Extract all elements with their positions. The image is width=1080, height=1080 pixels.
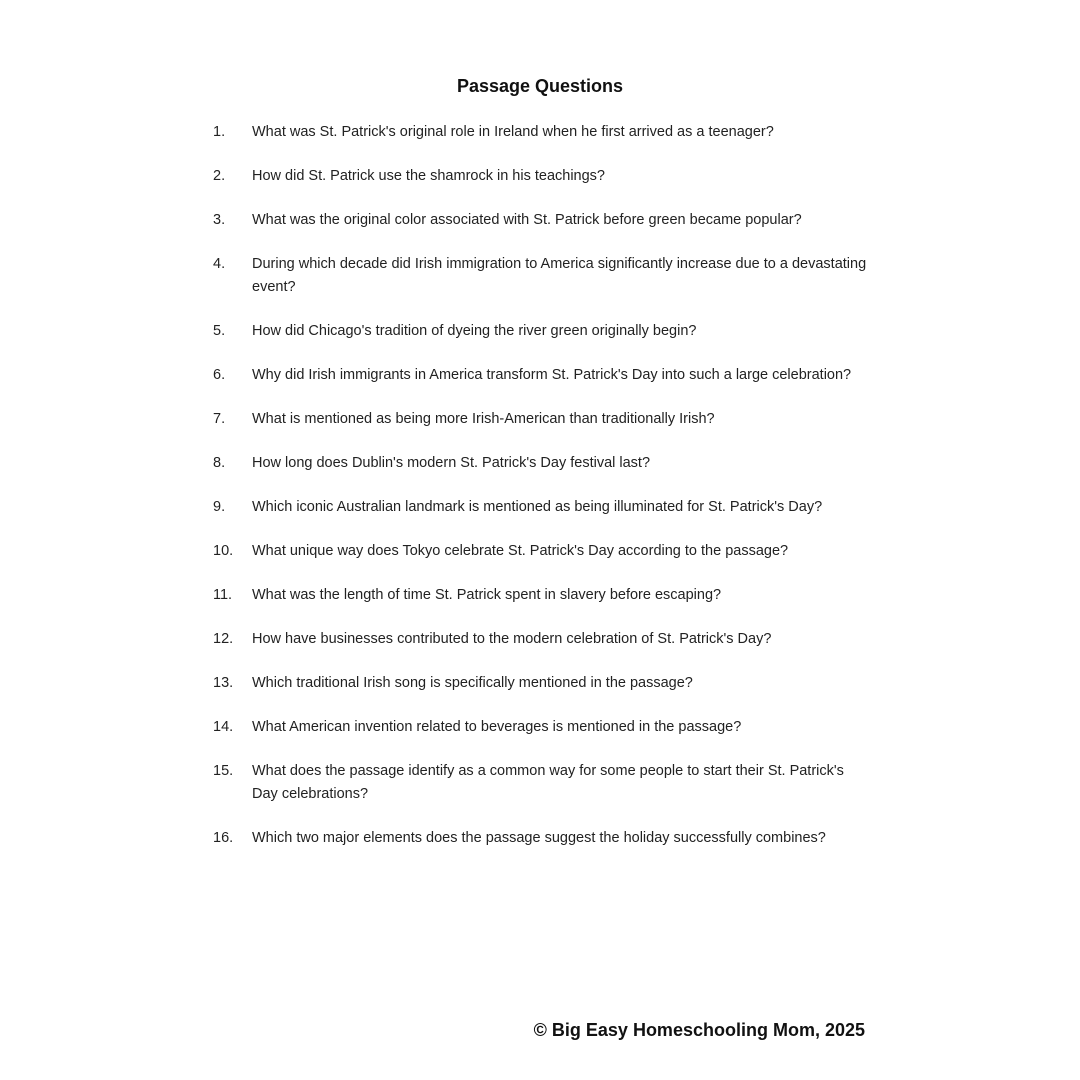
question-number: 1. — [213, 124, 226, 140]
question-number: 16. — [213, 830, 234, 846]
question-text: How long does Dublin's modern St. Patrick's Day festival last? — [252, 455, 651, 471]
question-text: What was the length of time St. Patrick spent in slavery before escaping? — [252, 587, 722, 603]
question-item — [213, 496, 873, 519]
question-number: 12. — [213, 631, 234, 647]
copyright-footer: © Big Easy Homeschooling Mom, 2025 — [533, 1020, 865, 1040]
question-number: 15. — [213, 763, 234, 779]
question-list — [213, 121, 873, 871]
question-text: Why did Irish immigrants in America transform St. Patrick's Day into such a large celebration? — [252, 367, 852, 383]
question-text: Which traditional Irish song is specifically mentioned in the passage? — [252, 675, 693, 691]
question-item — [213, 165, 873, 188]
question-text: How did St. Patrick use the shamrock in his teachings? — [252, 168, 605, 184]
question-number: 13. — [213, 675, 234, 691]
question-item — [213, 540, 873, 563]
question-text: During which decade did Irish immigration to America significantly increase due to a devastating event? — [252, 256, 867, 295]
question-number: 6. — [213, 367, 226, 383]
question-number: 14. — [213, 719, 234, 735]
question-item — [213, 408, 873, 431]
question-item — [213, 253, 873, 299]
question-item — [213, 628, 873, 651]
question-number: 2. — [213, 168, 226, 184]
question-item — [213, 452, 873, 475]
question-text: Which iconic Australian landmark is mentioned as being illuminated for St. Patrick's Day? — [252, 499, 823, 515]
question-text: How did Chicago's tradition of dyeing the river green originally begin? — [252, 323, 697, 339]
question-number: 4. — [213, 256, 226, 272]
question-text: How have businesses contributed to the modern celebration of St. Patrick's Day? — [252, 631, 772, 647]
question-text: What was the original color associated with St. Patrick before green became popular? — [252, 212, 802, 228]
question-number: 5. — [213, 323, 226, 339]
question-text: What does the passage identify as a common way for some people to start their St. Patrick's Day celebrations? — [252, 763, 844, 802]
question-text: What unique way does Tokyo celebrate St. Patrick's Day according to the passage? — [252, 543, 789, 559]
question-text: What American invention related to beverages is mentioned in the passage? — [252, 719, 742, 735]
question-item — [213, 760, 873, 806]
question-number: 10. — [213, 543, 234, 559]
question-number: 8. — [213, 455, 226, 471]
question-item — [213, 672, 873, 695]
question-item — [213, 320, 873, 343]
question-item — [213, 716, 873, 739]
question-item — [213, 209, 873, 232]
question-item — [213, 584, 873, 607]
question-item — [213, 827, 873, 850]
question-number: 7. — [213, 411, 226, 427]
question-number: 9. — [213, 499, 226, 515]
question-item — [213, 121, 873, 144]
question-item — [213, 364, 873, 387]
question-number: 11. — [213, 587, 233, 603]
question-text: Which two major elements does the passage suggest the holiday successfully combines? — [252, 830, 826, 846]
question-text: What is mentioned as being more Irish-American than traditionally Irish? — [252, 411, 715, 427]
page-title: Passage Questions — [456, 76, 624, 96]
question-text: What was St. Patrick's original role in Ireland when he first arrived as a teenager? — [252, 124, 774, 140]
question-number: 3. — [213, 212, 226, 228]
